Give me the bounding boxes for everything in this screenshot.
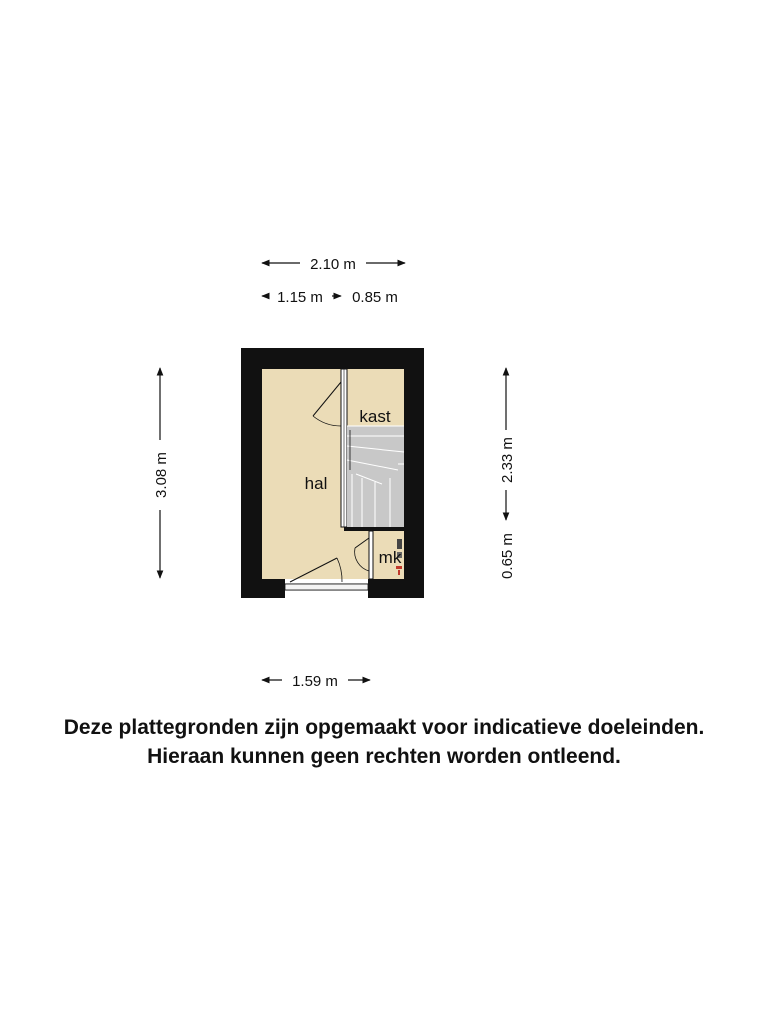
room-label-mk: mk [378,548,402,567]
dimension-left-height [153,368,170,578]
floor-hal-lower [344,531,371,579]
room-label-kast: kast [359,407,391,426]
floor-hal [262,369,344,579]
dimension-right-upper-label: 2.33 m [499,437,516,483]
dimension-bottom-label: 1.59 m [292,673,338,690]
dimension-top-right-label: 0.85 m [352,289,398,306]
room-label-hal: hal [304,474,328,493]
stairs [347,426,404,527]
disclaimer-line-2: Hieraan kunnen geen rechten worden ontleend. [147,745,621,768]
wall-stairs-mk [355,527,404,531]
dimension-right [499,368,516,579]
disclaimer-line-1: Deze plattegronden zijn opgemaakt voor indicatieve doeleinden. [63,716,705,739]
dimension-left-height-label: 3.08 m [153,452,170,498]
dimension-bottom [262,673,370,690]
dimension-top-left-label: 1.15 m [277,289,323,306]
dimension-top-total [262,256,405,273]
dimension-top-split [262,289,398,306]
dimension-right-lower-label: 0.65 m [499,533,516,579]
wall-hal-mk [369,531,373,579]
dimension-top-total-label: 2.10 m [310,256,356,273]
